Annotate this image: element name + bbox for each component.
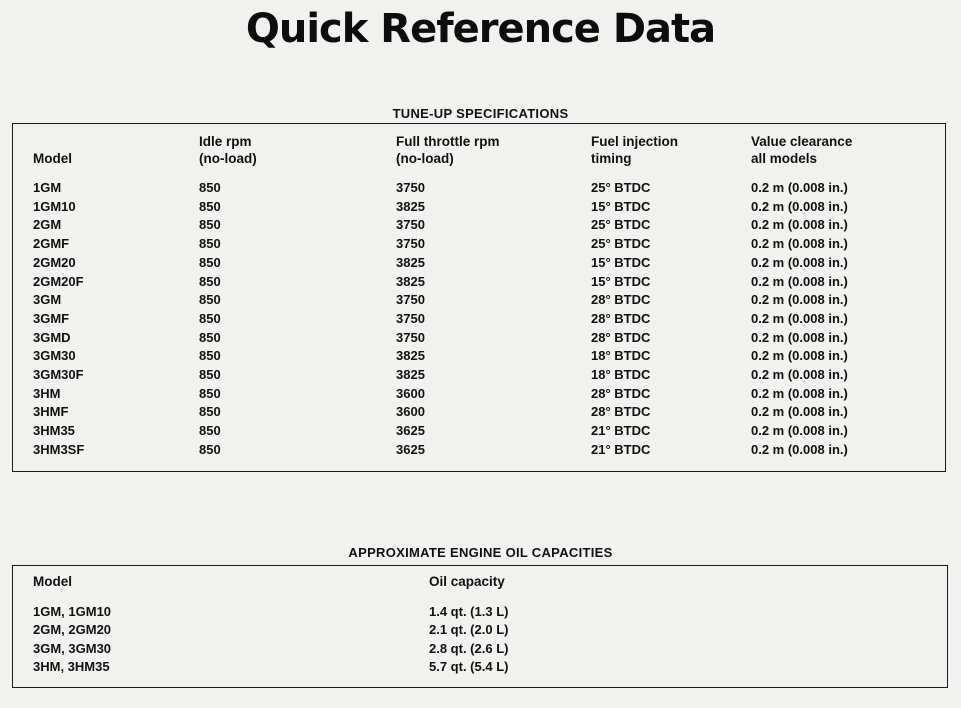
cell-model: 1GM10 [33, 198, 76, 214]
cell-injection-timing: 25° BTDC [591, 180, 651, 195]
cell-full-throttle-rpm: 3750 [396, 310, 425, 326]
tuneup-table-title: TUNE-UP SPECIFICATIONS [392, 106, 569, 121]
cell-idle-rpm: 850 [199, 310, 221, 326]
cell-idle-rpm: 850 [199, 348, 221, 364]
cell-full-throttle-rpm: 3600 [396, 385, 425, 401]
cell-valve-clearance: 0.2 m (0.008 in.) [751, 217, 848, 233]
header-idle-rpm-sub: (no-load) [199, 151, 257, 166]
cell-idle-rpm: 850 [199, 367, 221, 382]
cell-idle-rpm: 850 [199, 180, 221, 195]
cell-valve-clearance: 0.2 m (0.008 in.) [751, 329, 848, 345]
cell-idle-rpm: 850 [199, 404, 221, 420]
cell-oil-model: 3HM, 3HM35 [33, 658, 110, 674]
cell-model: 2GM20 [33, 254, 76, 270]
cell-valve-clearance: 0.2 m (0.008 in.) [751, 236, 848, 252]
cell-valve-clearance: 0.2 m (0.008 in.) [751, 180, 848, 195]
cell-injection-timing: 15° BTDC [591, 198, 651, 214]
cell-full-throttle-rpm: 3750 [396, 236, 425, 252]
cell-model: 3GMD [33, 329, 71, 345]
oil-table [12, 565, 948, 688]
cell-valve-clearance: 0.2 m (0.008 in.) [751, 441, 848, 457]
cell-idle-rpm: 850 [199, 254, 221, 270]
cell-full-throttle-rpm: 3825 [396, 367, 425, 382]
header-fuel-injection-sub: timing [591, 151, 632, 166]
cell-full-throttle-rpm: 3825 [396, 348, 425, 364]
cell-oil-model: 1GM, 1GM10 [33, 604, 112, 619]
oil-header-model: Model [33, 574, 72, 589]
cell-valve-clearance: 0.2 m (0.008 in.) [751, 310, 848, 326]
cell-full-throttle-rpm: 3750 [396, 217, 425, 233]
cell-injection-timing: 25° BTDC [591, 236, 651, 252]
cell-model: 3GM30F [33, 367, 84, 382]
cell-full-throttle-rpm: 3600 [396, 404, 425, 420]
cell-full-throttle-rpm: 3750 [396, 180, 425, 195]
page-title: Quick Reference Data [245, 6, 716, 52]
cell-idle-rpm: 850 [199, 423, 221, 439]
cell-oil-model: 3GM, 3GM30 [33, 640, 112, 656]
tuneup-table [12, 123, 946, 472]
cell-full-throttle-rpm: 3825 [396, 254, 425, 270]
cell-full-throttle-rpm: 3625 [396, 423, 425, 439]
cell-model: 2GM [33, 217, 62, 233]
cell-valve-clearance: 0.2 m (0.008 in.) [751, 292, 848, 308]
cell-injection-timing: 28° BTDC [591, 385, 651, 401]
cell-injection-timing: 28° BTDC [591, 404, 651, 420]
cell-full-throttle-rpm: 3825 [396, 273, 425, 289]
cell-valve-clearance: 0.2 m (0.008 in.) [751, 385, 848, 401]
cell-injection-timing: 21° BTDC [591, 423, 651, 439]
cell-valve-clearance: 0.2 m (0.008 in.) [751, 404, 848, 420]
cell-injection-timing: 21° BTDC [591, 441, 651, 457]
header-idle-rpm: Idle rpm [199, 134, 252, 149]
cell-idle-rpm: 850 [199, 292, 221, 308]
header-model: Model [33, 151, 72, 166]
cell-idle-rpm: 850 [199, 441, 221, 457]
cell-oil-capacity: 1.4 qt. (1.3 L) [429, 604, 509, 619]
cell-idle-rpm: 850 [199, 236, 221, 252]
cell-model: 2GMF [33, 236, 70, 252]
cell-oil-capacity: 2.1 qt. (2.0 L) [429, 622, 509, 638]
cell-valve-clearance: 0.2 m (0.008 in.) [751, 273, 848, 289]
cell-injection-timing: 15° BTDC [591, 254, 651, 270]
cell-model: 3HMF [33, 404, 69, 420]
header-full-throttle-sub: (no-load) [396, 151, 454, 166]
cell-model: 3HM [33, 385, 61, 401]
cell-injection-timing: 25° BTDC [591, 217, 651, 233]
cell-valve-clearance: 0.2 m (0.008 in.) [751, 348, 848, 364]
cell-valve-clearance: 0.2 m (0.008 in.) [751, 198, 848, 214]
cell-valve-clearance: 0.2 m (0.008 in.) [751, 254, 848, 270]
cell-valve-clearance: 0.2 m (0.008 in.) [751, 423, 848, 439]
header-full-throttle: Full throttle rpm [396, 134, 500, 149]
cell-valve-clearance: 0.2 m (0.008 in.) [751, 367, 848, 382]
header-valve-clearance: Value clearance [751, 134, 853, 149]
header-fuel-injection: Fuel injection [591, 134, 679, 149]
cell-full-throttle-rpm: 3750 [396, 292, 425, 308]
cell-model: 1GM [33, 180, 62, 195]
cell-injection-timing: 15° BTDC [591, 273, 651, 289]
cell-model: 3HM3SF [33, 441, 85, 457]
cell-injection-timing: 18° BTDC [591, 348, 651, 364]
cell-idle-rpm: 850 [199, 329, 221, 345]
cell-full-throttle-rpm: 3825 [396, 198, 425, 214]
cell-oil-capacity: 2.8 qt. (2.6 L) [429, 640, 509, 656]
oil-table-title: APPROXIMATE ENGINE OIL CAPACITIES [348, 545, 613, 560]
header-valve-clearance-sub: all models [751, 151, 818, 166]
cell-injection-timing: 28° BTDC [591, 310, 651, 326]
oil-header-capacity: Oil capacity [429, 574, 505, 589]
cell-full-throttle-rpm: 3625 [396, 441, 425, 457]
cell-injection-timing: 18° BTDC [591, 367, 651, 382]
cell-model: 3GM [33, 292, 62, 308]
cell-model: 3GM30 [33, 348, 76, 364]
cell-injection-timing: 28° BTDC [591, 292, 651, 308]
cell-idle-rpm: 850 [199, 385, 221, 401]
cell-model: 2GM20F [33, 273, 84, 289]
cell-oil-capacity: 5.7 qt. (5.4 L) [429, 658, 509, 674]
cell-injection-timing: 28° BTDC [591, 329, 651, 345]
cell-idle-rpm: 850 [199, 273, 221, 289]
cell-oil-model: 2GM, 2GM20 [33, 622, 112, 638]
cell-idle-rpm: 850 [199, 217, 221, 233]
cell-model: 3GMF [33, 310, 70, 326]
cell-idle-rpm: 850 [199, 198, 221, 214]
cell-model: 3HM35 [33, 423, 75, 439]
cell-full-throttle-rpm: 3750 [396, 329, 425, 345]
